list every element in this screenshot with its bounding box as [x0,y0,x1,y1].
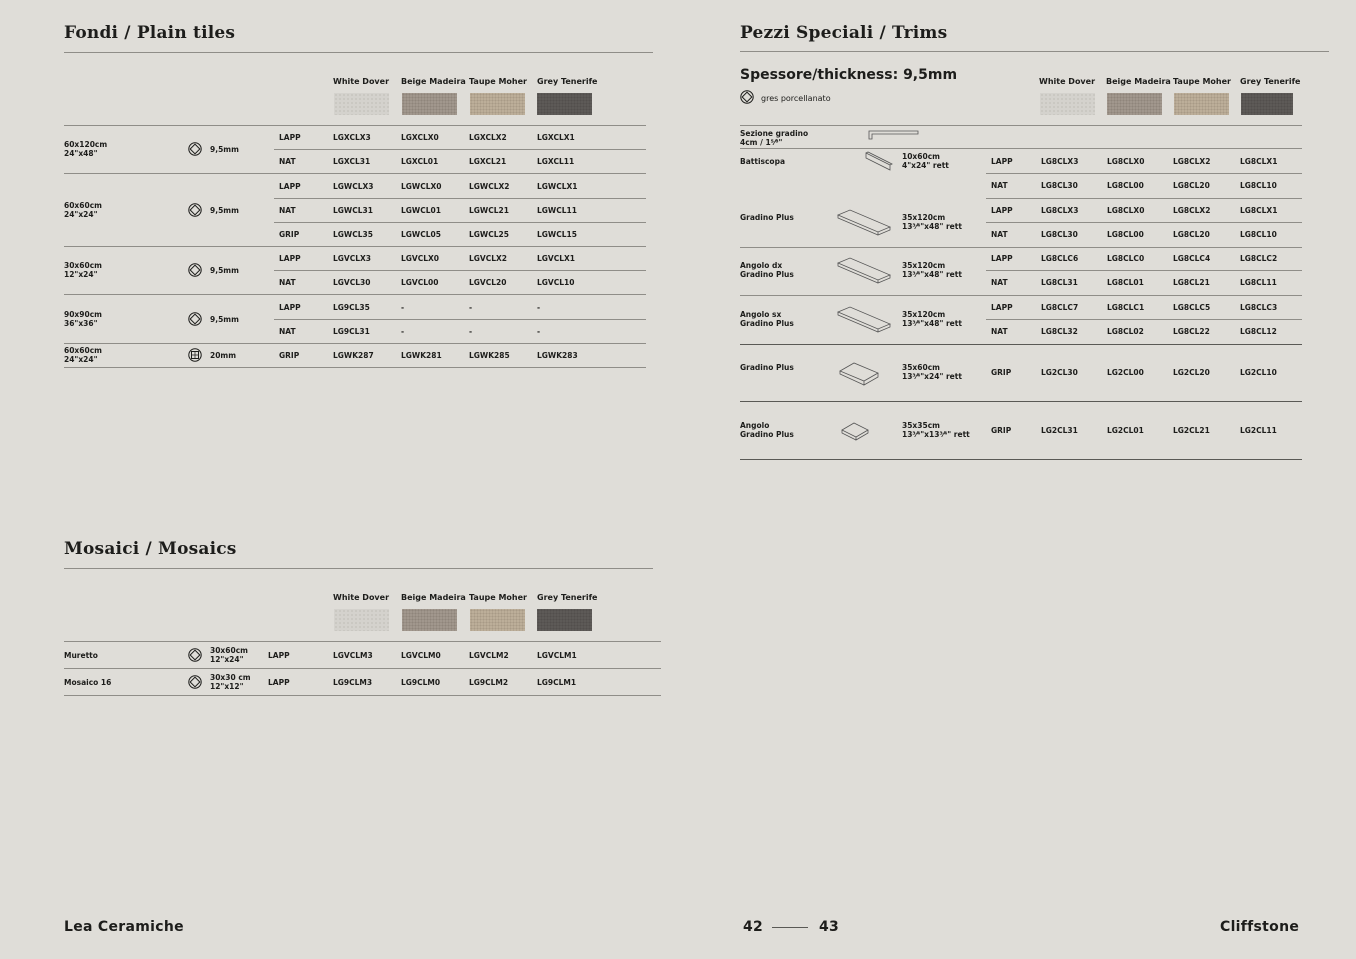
product-code: LGWK283 [537,350,578,360]
product-code: LG9CL35 [333,302,370,312]
trims-header-rule [740,125,1302,126]
product-code: LG8CL10 [1240,230,1277,240]
porcelain-stoneware-icon [188,648,202,662]
product-code: LG8CL00 [1107,230,1144,240]
product-code: LG2CL20 [1173,368,1210,377]
product-code: LG8CL21 [1173,278,1210,288]
trim-size: 35x120cm 13³⁄⁴"x48" rett [902,310,962,329]
product-code: LG8CLC5 [1173,303,1211,313]
finish-label: LAPP [268,677,290,687]
product-code: LG8CL12 [1240,327,1277,337]
product-code: LG8CL00 [1107,181,1144,191]
plain-tiles-title: Fondi / Plain tiles [64,23,236,43]
page-number-right: 43 [819,919,840,935]
thick-tile-icon [188,348,202,362]
product-code: LG9CLM1 [537,677,577,687]
product-code: LGWCL05 [401,229,441,239]
trim-name: Battiscopa [740,157,786,167]
porcelain-stoneware-icon [188,203,202,217]
product-code: - [401,302,405,312]
tile-size: 60x60cm 24"x24" [64,200,102,219]
product-code: - [537,302,541,312]
tile-size: 90x90cm 36"x36" [64,309,102,328]
porcelain-stoneware-icon [188,312,202,326]
finish-divider [274,270,646,271]
product-code: LG2CL30 [1041,368,1078,377]
finish-label: NAT [991,181,1008,191]
row-divider [64,294,646,295]
product-code: LG9CLM2 [469,677,509,687]
product-code: LG9CLM3 [333,677,373,687]
finish-label: LAPP [279,133,301,143]
tile-thickness: 9,5mm [210,145,239,155]
corner-step-drawing [836,415,892,445]
swatch-grey-tenerife [537,609,592,631]
tile-thickness: 9,5mm [210,205,239,215]
product-code: LG8CL32 [1041,327,1078,337]
row-divider [740,295,1302,296]
step-drawing [836,255,892,285]
porcelain-stoneware-icon [188,675,202,689]
finish-label: LAPP [279,181,301,191]
row-divider [64,343,646,344]
product-code: LG8CLC4 [1173,254,1211,264]
step-drawing [836,207,892,237]
swatch-beige-madeira [402,93,457,115]
tile-size: 60x60cm 24"x24" [64,345,102,364]
product-code: LGVCL20 [469,278,507,288]
thickness-label: Spessore/thickness: 9,5mm [740,67,958,83]
swatch-white-dover [1040,93,1095,115]
swatch-taupe-moher [1174,93,1229,115]
table-top-rule [64,641,661,642]
finish-label: GRIP [991,368,1012,377]
swatch-white-dover [334,609,389,631]
col-beige-madeira: Beige Madeira [401,77,466,86]
swatch-beige-madeira [1107,93,1162,115]
finish-divider [986,319,1302,320]
product-code: LGWK281 [401,350,442,360]
finish-divider [274,198,646,199]
product-code: LG8CLX0 [1107,157,1145,167]
product-code: LGVCLM3 [333,650,373,660]
product-code: LG2CL11 [1240,426,1277,435]
trim-name: Gradino Plus [740,213,794,223]
finish-divider [986,270,1302,271]
product-code: LG8CL31 [1041,278,1078,288]
tile-thickness: 20mm [210,350,237,360]
finish-label: NAT [279,157,296,167]
product-code: LG8CL20 [1173,230,1210,240]
product-code: LG8CL30 [1041,181,1078,191]
finish-label: NAT [991,278,1008,288]
trim-name: Gradino Plus [740,363,794,372]
finish-label: NAT [991,327,1008,337]
trims-title-rule [740,51,1329,52]
product-code: LG2CL01 [1107,426,1144,435]
product-code: LG8CLC6 [1041,254,1079,264]
finish-divider [986,198,1302,199]
tile-thickness: 9,5mm [210,314,239,324]
finish-label: NAT [279,278,296,288]
finish-label: GRIP [991,426,1012,435]
row-divider [740,401,1302,402]
tile-thickness: 9,5mm [210,266,239,276]
finish-label: LAPP [991,254,1013,264]
product-code: LGWK285 [469,350,510,360]
product-code: LGWCLX1 [537,181,578,191]
col-beige-madeira: Beige Madeira [401,593,466,602]
product-code: LG9CLM0 [401,677,441,687]
product-code: LGXCL31 [333,157,371,167]
product-code: LG8CLC2 [1240,254,1278,264]
product-code: LG8CLX3 [1041,157,1079,167]
col-white-dover: White Dover [333,593,390,602]
finish-label: GRIP [279,229,300,239]
row-divider [740,344,1302,345]
product-code: LGWCLX2 [469,181,510,191]
product-code: LGXCL01 [401,157,439,167]
material-label: gres porcellanato [761,94,831,103]
mosaic-name: Muretto [64,650,98,660]
product-code: LG8CLC1 [1107,303,1145,313]
product-code: LGWCL31 [333,205,373,215]
product-code: LG8CLC3 [1240,303,1278,313]
swatch-grey-tenerife [1241,93,1293,115]
swatch-white-dover [334,93,389,115]
swatch-taupe-moher [470,93,525,115]
product-code: LG8CL01 [1107,278,1144,288]
product-code: LG8CL02 [1107,327,1144,337]
finish-label: NAT [279,205,296,215]
trim-size: 35x35cm 13³⁄⁴"x13³⁄⁴" rett [902,421,970,439]
product-code: LG8CL20 [1173,181,1210,191]
product-code: LG8CL22 [1173,327,1210,337]
product-code: LG9CL31 [333,326,370,336]
col-grey-tenerife: Grey Tenerife [537,593,598,602]
product-code: LGWCL11 [537,205,577,215]
product-code: - [401,326,405,336]
row-divider [64,246,646,247]
product-code: LGVCLX3 [333,254,372,264]
finish-label: GRIP [279,350,300,360]
mosaic-name: Mosaico 16 [64,677,112,687]
trims-title: Pezzi Speciali / Trims [740,23,948,43]
col-grey-tenerife: Grey Tenerife [1240,77,1301,86]
col-beige-madeira: Beige Madeira [1106,77,1171,86]
product-code: LG8CLX2 [1173,157,1211,167]
row-divider [64,367,646,368]
page-number-left: 42 [743,919,764,935]
finish-label: LAPP [991,303,1013,313]
product-code: LGVCLM1 [537,650,577,660]
product-code: LGXCL21 [469,157,507,167]
mosaic-size: 30x30 cm 12"x12" [210,672,251,691]
product-code: LG8CLX3 [1041,206,1079,216]
product-code: LG8CL30 [1041,230,1078,240]
trim-size: 35x120cm 13³⁄⁴"x48" rett [902,261,962,280]
product-code: LG8CL10 [1240,181,1277,191]
step-section-drawing [866,129,920,141]
product-code: LGWCLX3 [333,181,374,191]
product-code: LGVCLX2 [469,254,508,264]
col-white-dover: White Dover [1039,77,1096,86]
col-taupe-moher: Taupe Moher [469,77,527,86]
skirting-drawing [864,151,920,181]
trim-name: Angolo sx Gradino Plus [740,310,794,329]
swatch-beige-madeira [402,609,457,631]
product-code: LG8CLX1 [1240,157,1278,167]
finish-label: LAPP [268,650,290,660]
step-drawing [836,357,892,387]
trim-size: 10x60cm 4"x24" rett [902,152,949,171]
product-code: LGXCLX2 [469,133,507,143]
row-divider [740,459,1302,460]
finish-label: LAPP [991,206,1013,216]
product-code: LG8CLX1 [1240,206,1278,216]
product-code: LGVCLM2 [469,650,509,660]
product-code: LG8CLX2 [1173,206,1211,216]
table-top-rule [64,125,646,126]
plain-title-rule [64,52,653,53]
product-code: LG8CLC7 [1041,303,1079,313]
product-code: LGWCLX0 [401,181,442,191]
trim-name: Angolo dx Gradino Plus [740,261,794,280]
col-grey-tenerife: Grey Tenerife [537,77,598,86]
product-code: LGXCLX1 [537,133,575,143]
product-code: - [469,302,473,312]
trim-size: 35x60cm 13³⁄⁴"x24" rett [902,363,962,381]
porcelain-stoneware-icon [188,142,202,156]
row-divider [64,173,646,174]
col-taupe-moher: Taupe Moher [469,593,527,602]
product-code: LG2CL31 [1041,426,1078,435]
product-code: LGWCL15 [537,229,577,239]
tile-size: 60x120cm 24"x48" [64,140,108,159]
swatch-grey-tenerife [537,93,592,115]
product-code: LGVCLX1 [537,254,576,264]
tile-size: 30x60cm 12"x24" [64,261,102,280]
finish-label: LAPP [279,302,301,312]
finish-divider [274,149,646,150]
product-code: LGWCL25 [469,229,509,239]
step-drawing [836,304,892,334]
row-divider [64,668,661,669]
mosaics-title-rule [64,568,653,569]
product-code: LG8CLC0 [1107,254,1145,264]
swatch-taupe-moher [470,609,525,631]
row-divider [740,247,1302,248]
product-code: - [537,326,541,336]
finish-label: LAPP [279,254,301,264]
trim-name: Angolo Gradino Plus [740,421,794,439]
product-code: LGXCLX3 [333,133,371,143]
row-divider [64,695,661,696]
product-code: LG2CL00 [1107,368,1144,377]
product-code: LGWCL01 [401,205,441,215]
product-code: LG2CL21 [1173,426,1210,435]
mosaics-title: Mosaici / Mosaics [64,539,237,559]
finish-divider [274,222,646,223]
product-code: LGWCL35 [333,229,373,239]
page-number-separator [772,927,808,928]
finish-label: NAT [991,230,1008,240]
product-code: - [469,326,473,336]
finish-label: LAPP [991,157,1013,167]
porcelain-stoneware-icon [188,263,202,277]
product-code: LGVCLM0 [401,650,441,660]
product-code: LG8CL11 [1240,278,1277,288]
brand-name: Lea Ceramiche [64,919,184,935]
product-code: LGWK287 [333,350,374,360]
product-code: LGXCL11 [537,157,575,167]
product-code: LGVCL10 [537,278,575,288]
finish-divider [274,319,646,320]
porcelain-stoneware-icon [740,90,754,104]
product-code: LGWCL21 [469,205,509,215]
mosaic-size: 30x60cm 12"x24" [210,645,248,664]
product-code: LGVCL30 [333,278,371,288]
trims-section-rule [740,148,1302,149]
col-taupe-moher: Taupe Moher [1173,77,1231,86]
finish-divider [986,222,1302,223]
step-section-label: Sezione gradino 4cm / 1⁵⁄⁸" [740,129,809,147]
collection-name: Cliffstone [1220,919,1300,935]
product-code: LG8CLX0 [1107,206,1145,216]
product-code: LGVCL00 [401,278,439,288]
col-white-dover: White Dover [333,77,390,86]
trim-size: 35x120cm 13³⁄⁴"x48" rett [902,213,962,232]
product-code: LG2CL10 [1240,368,1277,377]
product-code: LGXCLX0 [401,133,439,143]
finish-label: NAT [279,326,296,336]
finish-divider [986,173,1302,174]
product-code: LGVCLX0 [401,254,440,264]
